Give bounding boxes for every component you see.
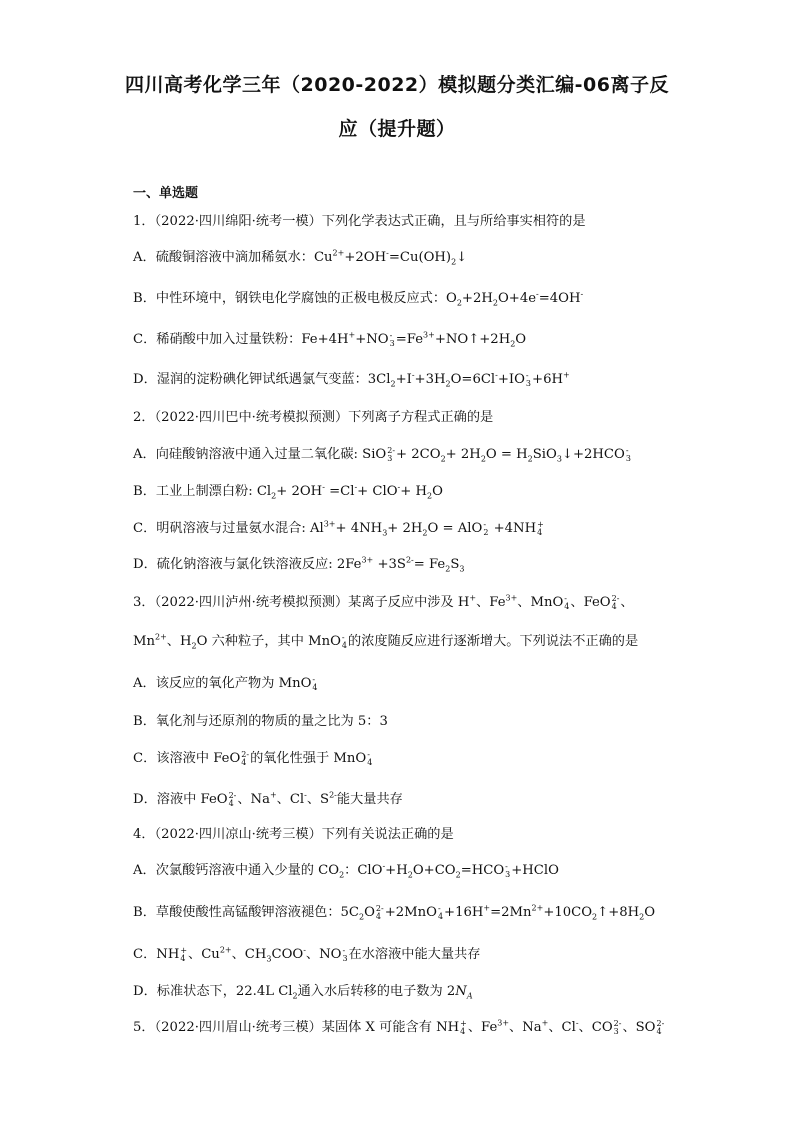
q1-option-c: C．稀硝酸中加入过量铁粉：Fe+4H++NO - 3 $=Fe^{3+}+NO↑+2H_2O$ (133, 330, 527, 349)
q4-option-d: D．标准状态下，22.4L $Cl_2$通入水后转移的电子数为 $2N_A$ (133, 984, 473, 1001)
q4-stem: 4．（2022·四川凉山·统考三模）下列有关说法正确的是 (133, 827, 454, 842)
q3-option-b: B．氧化剂与还原剂的物质的量之比为 5：3 (133, 714, 388, 729)
q1-option-b: B．中性环境中，钢铁电化学腐蚀的正极电极反应式：$O_2+2H_2O+4e^-=4OH^-$ (133, 289, 584, 308)
doc-title-line1: 四川高考化学三年（2020-2022）模拟题分类汇编-06离子反 (125, 74, 669, 96)
doc-title-line2: 应（提升题） (338, 118, 456, 140)
q1-option-a: A．硫酸铜溶液中滴加稀氨水：$Cu^{2+}+2OH^-=Cu(OH)_2↓$ (133, 248, 468, 267)
q3-option-c: C．该溶液中 FeO 2- 4 的氧化性强于 MnO - 4 (133, 749, 373, 767)
q3-option-a: A．该反应的氧化产物为 MnO - 4 (133, 674, 318, 692)
q2-option-c: C．明矾溶液与过量氨水混合: $Al^{3+}+ 4NH_3+ 2H_2O$ = AlO - 2 +4NH + 4 (133, 519, 544, 538)
q4-option-c: C．NH + 4 、$Cu^{2+}$、$CH_3COO^-$、NO - 3 在水溶液中能大量共存 (133, 945, 481, 964)
q2-option-d: D．硫化钠溶液与氯化铁溶液反应: $2Fe^{3+} +3S^{2-}= Fe_2S_3$ (133, 555, 465, 574)
q4-option-a: A．次氯酸钙溶液中通入少量的 $CO_2$：$ClO^-+H_2O+CO_2=HCO$ - 3 +HClO (133, 861, 559, 880)
q4-option-b: B．草酸使酸性高锰酸钾溶液褪色：$5C_2O$ 2- 4 +2MnO - 4 $+16H^+=2Mn^{2+}+10CO_2↑+8H_2O$ (133, 903, 656, 922)
section-heading: 一、单选题 (133, 186, 199, 201)
q2-option-b: B．工业上制漂白粉: $Cl_2+ 2OH^- =Cl^-+ ClO^-+ H_2O$ (133, 482, 443, 501)
q2-stem: 2．（2022·四川巴中·统考模拟预测）下列离子方程式正确的是 (133, 410, 494, 425)
q1-option-d: D．湿润的淀粉碘化钾试纸遇氯气变蓝：$3Cl_2+I^-+3H_2O=6Cl^-+IO$ - 3 +6H+ (133, 370, 570, 389)
q3-option-d: D．溶液中 FeO 2- 4 、Na+、Cl-、$S^{2-}$能大量共存 (133, 790, 403, 808)
q5-stem-line1: 5．（2022·四川眉山·统考三模）某固体 X 可能含有 NH + 4 、$Fe^{3+}$、Na+、Cl-、CO 2- 3 、SO 2- 4 (133, 1018, 665, 1036)
q1-stem: 1．（2022·四川绵阳·统考一模）下列化学表达式正确，且与所给事实相符的是 (133, 214, 586, 229)
q2-option-a: A．向硅酸钠溶液中通入过量二氧化碳: SiO 2- 3 + $2CO_2+ 2H_2O$ = $H_2SiO_3↓+2HCO$ - 3 (133, 445, 631, 464)
q3-stem-line1: 3．（2022·四川泸州·统考模拟预测）某离子反应中涉及 H+、$Fe^{3+}$、MnO - 4 、FeO 2- 4 、 (133, 593, 634, 611)
q3-stem-line2: $Mn^{2+}$、$H_2O$ 六种粒子，其中 MnO - 4 的浓度随反应进行逐渐增大。下列说法不正确的是 (133, 632, 639, 651)
